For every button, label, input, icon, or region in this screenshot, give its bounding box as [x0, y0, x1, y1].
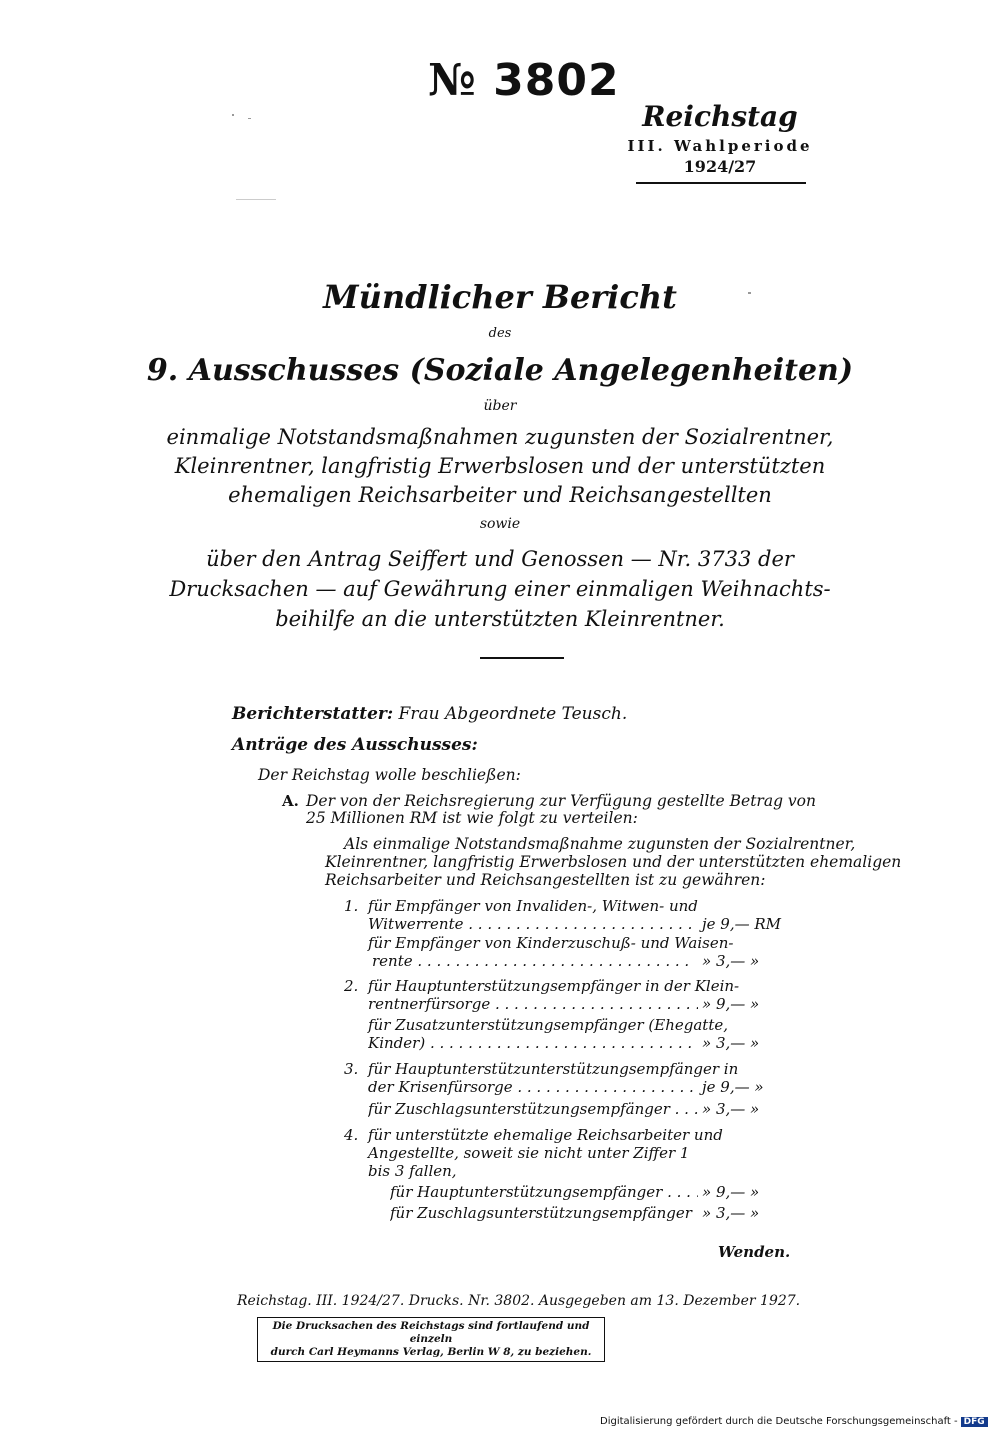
item-line — [368, 1034, 698, 1052]
item-label: für Hauptunterstützungsempfänger — [390, 1183, 663, 1201]
scan-speck — [236, 199, 276, 200]
item-line: für Empfänger von Kinderzuschuß- und Waisen- — [368, 934, 734, 952]
connector-des: des — [488, 326, 512, 341]
notice-line: durch Carl Heymanns Verlag, Berlin W 8, zu beziehen. — [270, 1346, 592, 1358]
item-label: rente — [372, 952, 413, 970]
beschluss-line: Der Reichstag wolle beschließen: — [258, 766, 521, 784]
leader-dots — [413, 952, 690, 970]
leader-dots — [513, 1078, 698, 1096]
header-rule — [636, 182, 806, 184]
section-a-line: 25 Millionen RM ist wie folgt zu verteilen: — [306, 809, 638, 827]
dfg-credit — [600, 1416, 988, 1427]
item-line: für Zusatzunterstützungsempfänger (Ehegatte, — [368, 1016, 728, 1034]
item-value: » 3,— » — [702, 952, 760, 970]
leader-dots — [490, 995, 698, 1013]
dfg-credit-text: Digitalisierung gefördert durch die Deutsche Forschungsgemeinschaft - — [600, 1416, 958, 1427]
item-value: » 9,— » — [702, 995, 760, 1013]
publisher-notice — [257, 1317, 605, 1362]
number-sign: № — [428, 55, 477, 106]
subject-line: Kleinrentner, langfristig Erwerbslosen und der unterstützten — [174, 454, 826, 478]
item-label: für Zuschlagsunterstützungsempfänger — [368, 1100, 670, 1118]
item-line: für Hauptunterstützungsempfänger in der Klein- — [368, 977, 740, 995]
document-number-value: 3802 — [493, 55, 620, 106]
item-line: für unterstützte ehemalige Reichsarbeiter und — [368, 1126, 723, 1144]
item-value: je 9,— » — [702, 1078, 764, 1096]
subject-line: ehemaligen Reichsarbeiter und Reichsangestellten — [228, 483, 772, 507]
document-title: Mündlicher Bericht — [323, 278, 677, 316]
item-line — [368, 952, 698, 970]
wahlperiode-label: III. Wahlperiode — [627, 137, 813, 155]
scan-speck — [232, 114, 234, 116]
leader-dots — [662, 1183, 698, 1201]
item-number: 3. — [344, 1060, 359, 1078]
item-line: für Empfänger von Invaliden-, Witwen- und — [368, 897, 698, 915]
antrag-line: über den Antrag Seiffert und Genossen — Nr. 3733 der — [206, 547, 794, 571]
committee-title: 9. Ausschusses (Soziale Angelegenheiten) — [146, 353, 854, 388]
antrag-line: beihilfe an die unterstützten Kleinrentner. — [275, 607, 725, 631]
notice-line: Die Drucksachen des Reichstags sind fortlaufend und einzeln — [272, 1320, 590, 1345]
item-line: Angestellte, soweit sie nicht unter Ziffer 1 — [368, 1144, 690, 1162]
leader-dots — [670, 1100, 698, 1118]
item-value: » 3,— » — [702, 1100, 760, 1118]
item-label: rentnerfürsorge — [368, 995, 491, 1013]
intro-line: Reichsarbeiter und Reichsangestellten ist zu gewähren: — [325, 871, 766, 889]
section-a-mark: A. — [282, 792, 299, 810]
berichterstatter-label: Berichterstatter: — [232, 704, 394, 724]
item-number: 2. — [344, 977, 359, 995]
item-line — [390, 1183, 698, 1201]
item-number: 1. — [344, 897, 359, 915]
berichterstatter — [232, 704, 627, 724]
wahlperiode-years: 1924/27 — [683, 157, 757, 176]
intro-line: Kleinrentner, langfristig Erwerbslosen und der unterstützten ehemaligen — [325, 853, 902, 871]
item-label: der Krisenfürsorge — [368, 1078, 513, 1096]
leader-dots — [692, 1204, 698, 1222]
item-value: je 9,— RM — [702, 915, 782, 933]
item-value: » 3,— » — [702, 1204, 760, 1222]
section-divider — [480, 657, 564, 659]
item-label: Kinder) — [368, 1034, 426, 1052]
section-a-line: Der von der Reichsregierung zur Verfügung gestellte Betrag von — [306, 792, 816, 810]
document-number — [428, 55, 620, 106]
intro-line: Als einmalige Notstandsmaßnahme zugunsten der Sozialrentner, — [344, 835, 856, 853]
leader-dots — [425, 1034, 698, 1052]
item-line — [390, 1204, 698, 1222]
item-line — [368, 1078, 698, 1096]
item-label: Witwerrente — [368, 915, 464, 933]
item-line — [368, 915, 698, 933]
item-number: 4. — [344, 1126, 359, 1144]
item-line — [368, 1100, 698, 1118]
berichterstatter-name: Frau Abgeordnete Teusch. — [398, 704, 628, 724]
dfg-logo: DFG — [961, 1417, 988, 1427]
antraege-heading: Anträge des Ausschusses: — [232, 735, 478, 755]
antrag-line: Drucksachen — auf Gewährung einer einmaligen Weihnachts- — [169, 577, 831, 601]
connector-ueber: über — [483, 398, 517, 414]
wenden-note: Wenden. — [718, 1243, 791, 1261]
item-line: bis 3 fallen, — [368, 1162, 457, 1180]
connector-sowie: sowie — [479, 516, 521, 532]
leader-dots — [463, 915, 698, 933]
subject-line: einmalige Notstandsmaßnahmen zugunsten der Sozialrentner, — [166, 425, 834, 449]
scan-speck — [248, 118, 251, 119]
item-label: für Zuschlagsunterstützungsempfänger — [390, 1204, 692, 1222]
item-line: für Hauptunterstützunterstützungsempfänger in — [368, 1060, 739, 1078]
item-value: » 9,— » — [702, 1183, 760, 1201]
item-line — [368, 995, 698, 1013]
publication-line: Reichstag. III. 1924/27. Drucks. Nr. 3802. Ausgegeben am 13. Dezember 1927. — [237, 1293, 801, 1309]
reichstag-label: Reichstag — [642, 100, 798, 133]
item-value: » 3,— » — [702, 1034, 760, 1052]
